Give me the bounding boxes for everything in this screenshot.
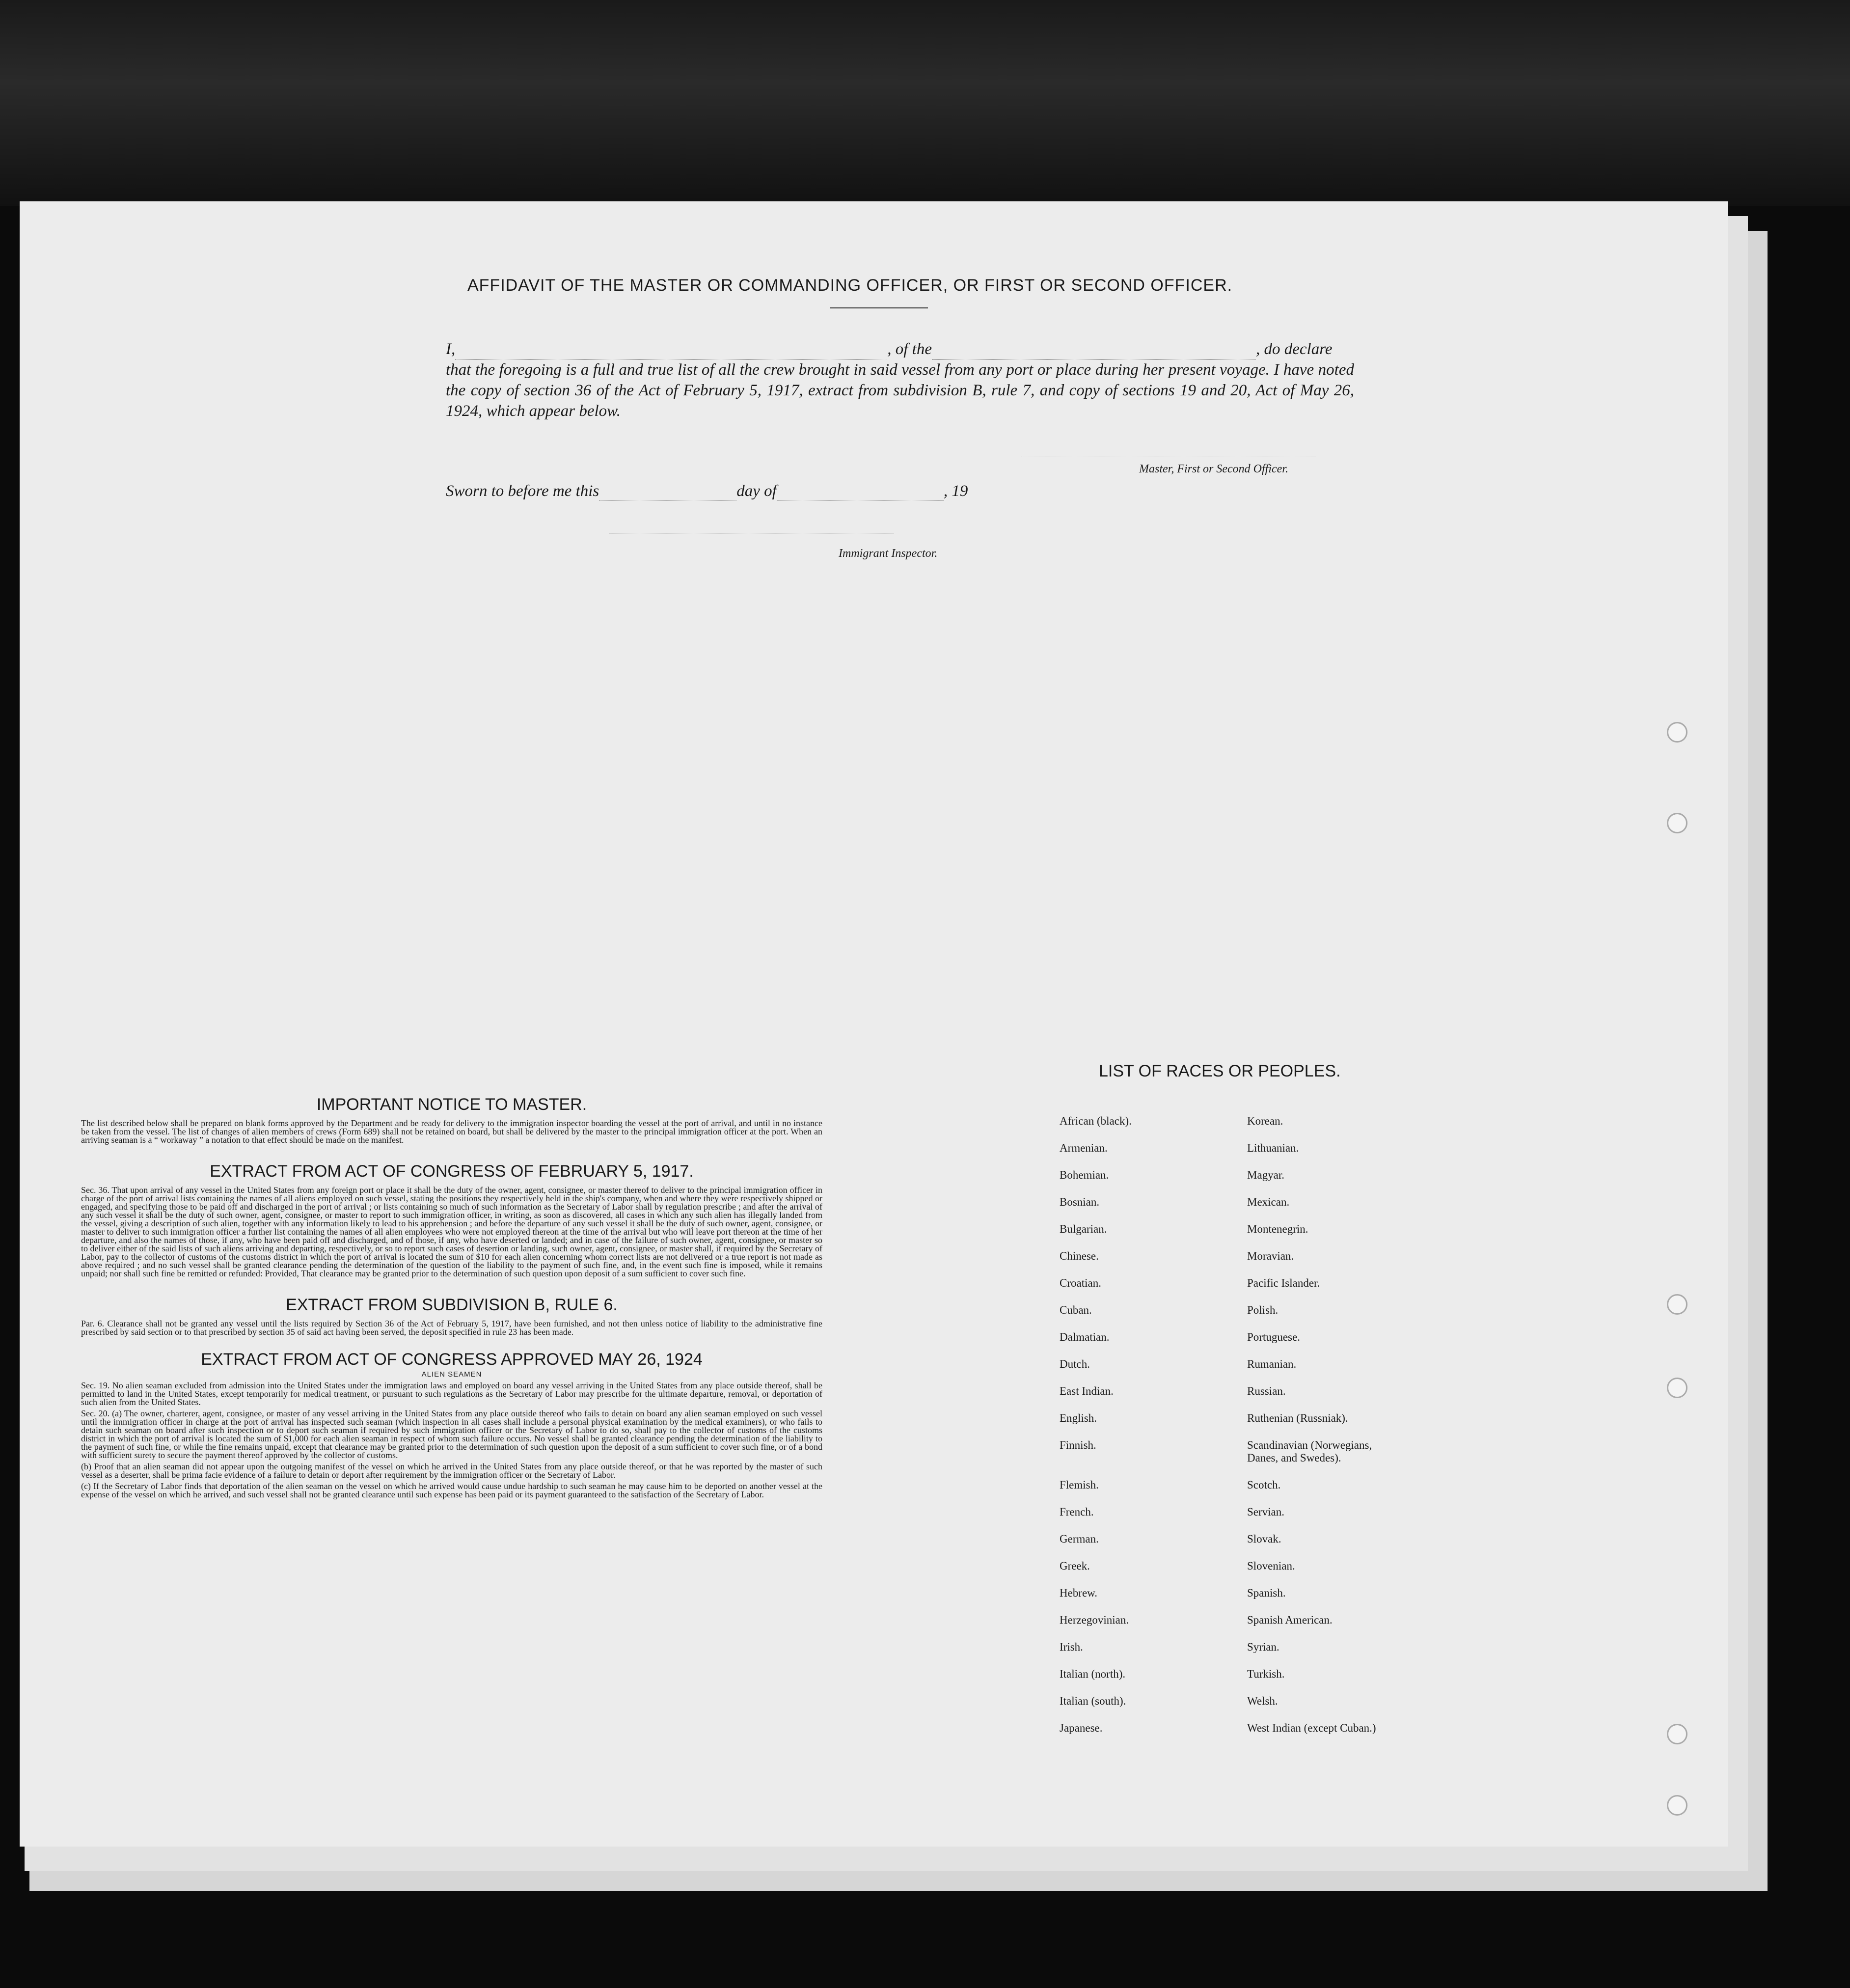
race-row bbox=[1060, 1277, 1442, 1290]
race-name: German. bbox=[1060, 1533, 1099, 1545]
race-name: English. bbox=[1060, 1412, 1097, 1424]
race-row bbox=[1060, 1196, 1442, 1209]
punch-hole bbox=[1667, 1724, 1687, 1744]
race-name: Armenian. bbox=[1060, 1142, 1108, 1154]
year-label: , 19 bbox=[943, 482, 968, 500]
race-row bbox=[1060, 1169, 1442, 1182]
punch-hole bbox=[1667, 1378, 1687, 1398]
signature-label: Master, First or Second Officer. bbox=[1139, 463, 1288, 475]
race-name: Slovak. bbox=[1247, 1533, 1281, 1545]
race-name: Rumanian. bbox=[1247, 1358, 1297, 1370]
race-name: West Indian (except Cuban.) bbox=[1247, 1722, 1376, 1734]
race-name: Finnish. bbox=[1060, 1439, 1096, 1451]
i-label: I, bbox=[446, 340, 456, 358]
race-row bbox=[1060, 1115, 1442, 1128]
race-name: Pacific Islander. bbox=[1247, 1277, 1320, 1289]
race-row bbox=[1060, 1722, 1442, 1735]
race-name: Japanese. bbox=[1060, 1722, 1103, 1734]
title-rule bbox=[830, 307, 928, 308]
race-row bbox=[1060, 1668, 1442, 1681]
race-row bbox=[1060, 1533, 1442, 1546]
race-name: Montenegrin. bbox=[1247, 1223, 1308, 1235]
punch-hole bbox=[1667, 1294, 1687, 1315]
race-name: Dutch. bbox=[1060, 1358, 1090, 1370]
document-page bbox=[20, 201, 1728, 1847]
races-heading: LIST OF RACES OR PEOPLES. bbox=[1099, 1062, 1341, 1080]
race-row bbox=[1060, 1223, 1442, 1236]
race-name: Magyar. bbox=[1247, 1169, 1285, 1181]
race-name: Spanish American. bbox=[1247, 1614, 1333, 1626]
extract-1917-heading: EXTRACT FROM ACT OF CONGRESS OF FEBRUARY 5, 1917. bbox=[210, 1162, 694, 1181]
inspector-label: Immigrant Inspector. bbox=[839, 547, 938, 560]
race-name: Moravian. bbox=[1247, 1250, 1294, 1262]
month-field[interactable] bbox=[777, 485, 944, 500]
day-field[interactable] bbox=[599, 485, 736, 500]
race-row bbox=[1060, 1587, 1442, 1600]
punch-hole bbox=[1667, 1795, 1687, 1816]
race-row bbox=[1060, 1479, 1442, 1491]
race-name: Chinese. bbox=[1060, 1250, 1099, 1262]
race-row bbox=[1060, 1506, 1442, 1519]
sec-19-text: Sec. 19. No alien seaman excluded from admission into the United States under the immigration laws and employed on board any vessel arriving in the United States from any place outside thereof, shall be permitted to land in the United States, except temporarily for medical treatment, or pursuant to such regulations as the Secretary of Labor may prescribe for the ultimate departure, removal, or deportation of such alien from the United States. bbox=[81, 1381, 822, 1407]
extract-1924-heading: EXTRACT FROM ACT OF CONGRESS APPROVED MAY 26, 1924 bbox=[201, 1350, 703, 1369]
race-row bbox=[1060, 1614, 1442, 1627]
race-name: Greek. bbox=[1060, 1560, 1090, 1572]
of-the-label: , of the bbox=[887, 340, 932, 358]
race-row bbox=[1060, 1641, 1442, 1654]
race-name: Bulgarian. bbox=[1060, 1223, 1107, 1235]
sec-20a-text: Sec. 20. (a) The owner, charterer, agent, consignee, or master of any vessel arriving in the United States from any place outside thereof who fails to detain on board any alien seaman employed on such vessel until the immigration officer in charge at the port of arrival has inspected such seaman (which inspection in all cases shall include a personal physical examination by the medical examiners), or who fails to detain such seaman on board after such inspection or to deport such seaman if required by such immigration officer or the Secretary of Labor to do so, shall pay to the collector of customs of the customs district in which the port of arrival is located the sum of $1,000 for each alien seaman in respect of whom such failure occurs. No vessel shall be granted clearance pending the determination of the liability to the payment of such fine, or while the fine remains unpaid, except that clearance may be granted prior to the determination of such question upon the deposit of a sum sufficient to cover such fine, or of a bond with sufficient surety to secure the payment thereof approved by the collector of customs. bbox=[81, 1408, 822, 1460]
race-name: Turkish. bbox=[1247, 1668, 1285, 1680]
declaration-fill-row bbox=[446, 339, 1354, 359]
race-name: Bosnian. bbox=[1060, 1196, 1100, 1208]
race-name: Spanish. bbox=[1247, 1587, 1286, 1599]
race-row bbox=[1060, 1358, 1442, 1371]
sec-20b-text: (b) Proof that an alien seaman did not appear upon the outgoing manifest of the vessel on which he arrived in the United States from any place outside thereof, or that he was reported by the master of such vessel as a deserter, shall be prima facie evidence of a failure to detain or deport after requirement by the immigration officer or the Secretary of Labor. bbox=[81, 1462, 822, 1480]
race-name: Flemish. bbox=[1060, 1479, 1099, 1491]
day-of-label: day of bbox=[736, 482, 777, 500]
do-declare-label: , do declare bbox=[1255, 340, 1333, 358]
race-name: Croatian. bbox=[1060, 1277, 1101, 1289]
race-name: Scandinavian (Norwegians, Danes, and Swedes). bbox=[1247, 1439, 1372, 1464]
race-name: Cuban. bbox=[1060, 1304, 1092, 1316]
punch-hole bbox=[1667, 813, 1687, 833]
race-row bbox=[1060, 1304, 1442, 1317]
race-name: Lithuanian. bbox=[1247, 1142, 1299, 1154]
sec-20c-text: (c) If the Secretary of Labor finds that deportation of the alien seaman on the vessel on which he arrived would cause undue hardship to such seaman he may cause him to be deported on another vessel at the expense of the vessel on which he arrived, and such vessel shall not be granted clearance until such expense has been paid or its payment guaranteed to the satisfaction of the Secretary of Labor. bbox=[81, 1481, 822, 1499]
scan-background bbox=[0, 0, 1850, 206]
race-row bbox=[1060, 1385, 1442, 1398]
punch-hole bbox=[1667, 722, 1687, 743]
extract-1917-text: Sec. 36. That upon arrival of any vessel in the United States from any foreign port or place it shall be the duty of the owner, agent, consignee, or master thereof to deliver to the principal immigration officer in charge of the port of arrival lists containing the names of all aliens employed on such vessel, stating the positions they respectively held in the ship's company, when and where they were respectively shipped or engaged, and specifying those to be paid off and discharged in the port of arrival ; or lists containing so much of such information as the Secretary of Labor shall by regulation prescribe ; and after the arrival of any such vessel it shall be the duty of such owner, agent, consignee, or master to report to such immigration officer, in writing, as soon as discovered, all cases in which any such alien has illegally landed from the vessel, giving a description of such alien, together with any information likely to lead to his apprehension ; and before the departure of any such vessel it shall be the duty of such owner, agent, consignee, or master to deliver to such immigration officer a further list containing the names of all alien employees who were not employed thereon at the time of the arrival but who will leave port thereon at the time of her departure, and also the names of those, if any, who have been paid off and discharged, and of those, if any, who have deserted or landed; and in case of the failure of such owner, agent, consignee, or master so to deliver either of the said lists of such aliens arriving and departing, respectively, or so to report such cases of desertion or landing, such owner, agent, consignee, or master shall, if required by the Secretary of Labor, pay to the collector of customs of the customs district in which the port of arrival is located the sum of $10 for each alien concerning whom correct lists are not delivered or a true report is not made as above required ; and no such vessel shall be granted clearance pending the determination of the question of the liability to the payment of such fine, and, in the event such fine is imposed, while it remains unpaid; nor shall such fine be remitted or refunded: Provided, That clearance may be granted prior to the determination of such question upon deposit of a sum sufficient to cover such fine. bbox=[81, 1185, 822, 1278]
vessel-field[interactable] bbox=[932, 344, 1256, 359]
race-row bbox=[1060, 1412, 1442, 1425]
race-name: Bohemian. bbox=[1060, 1169, 1109, 1181]
race-row bbox=[1060, 1439, 1442, 1464]
notice-heading: IMPORTANT NOTICE TO MASTER. bbox=[316, 1095, 587, 1114]
race-name: Russian. bbox=[1247, 1385, 1286, 1397]
race-name: Italian (south). bbox=[1060, 1695, 1126, 1707]
race-name: Herzegovinian. bbox=[1060, 1614, 1129, 1626]
race-name: African (black). bbox=[1060, 1115, 1132, 1127]
sworn-row bbox=[446, 482, 968, 500]
legal-notices bbox=[81, 1095, 822, 1502]
race-name: Welsh. bbox=[1247, 1695, 1278, 1707]
race-row bbox=[1060, 1250, 1442, 1263]
race-name: Syrian. bbox=[1247, 1641, 1279, 1653]
race-name: Mexican. bbox=[1247, 1196, 1290, 1208]
notice-text: The list described below shall be prepared on blank forms approved by the Department and be ready for delivery to the immigration inspector boarding the vessel at the port of arrival, and until in no instance be taken from the vessel. The list of changes of alien members of crews (Form 689) shall not be retained on board, but shall be delivered by the master to the principal immigration officer at the port. When an arriving seaman is a “ workaway ” a notation to that effect should be made on the manifest. bbox=[81, 1118, 822, 1145]
affidavit-title: AFFIDAVIT OF THE MASTER OR COMMANDING OFFICER, OR FIRST OR SECOND OFFICER. bbox=[467, 276, 1233, 295]
race-name: East Indian. bbox=[1060, 1385, 1114, 1397]
extract-rule6-text: Par. 6. Clearance shall not be granted any vessel until the lists required by Section 36 of the Act of February 5, 1917, have been furnished, and not then unless notice of liability to the administrative fine prescribed by said section or to that prescribed by section 35 of said act having been served, the deposit specified in rule 23 has been made. bbox=[81, 1319, 822, 1337]
race-row bbox=[1060, 1695, 1442, 1708]
extract-1924-subheading: ALIEN SEAMEN bbox=[421, 1370, 482, 1379]
race-row bbox=[1060, 1560, 1442, 1573]
race-name: French. bbox=[1060, 1506, 1094, 1518]
race-name: Korean. bbox=[1247, 1115, 1283, 1127]
declaration bbox=[446, 339, 1354, 421]
race-name: Portuguese. bbox=[1247, 1331, 1300, 1343]
race-row bbox=[1060, 1331, 1442, 1344]
race-name: Hebrew. bbox=[1060, 1587, 1098, 1599]
declaration-statement: that the foregoing is a full and true list of all the crew brought in said vessel from any port or place during her present voyage. I have noted the copy of section 36 of the Act of February 5, 1917, extract from subdivision B, rule 7, and copy of sections 19 and 20, Act of May 26, 1924, which appear below. bbox=[446, 361, 1354, 420]
race-name: Servian. bbox=[1247, 1506, 1285, 1518]
extract-rule6-heading: EXTRACT FROM SUBDIVISION B, RULE 6. bbox=[286, 1296, 618, 1314]
race-name: Italian (north). bbox=[1060, 1668, 1126, 1680]
race-name: Irish. bbox=[1060, 1641, 1083, 1653]
races-list bbox=[1060, 1115, 1442, 1749]
sworn-label: Sworn to before me this bbox=[446, 482, 599, 500]
race-row bbox=[1060, 1142, 1442, 1155]
race-name: Scotch. bbox=[1247, 1479, 1281, 1491]
race-name: Dalmatian. bbox=[1060, 1331, 1110, 1343]
race-name: Ruthenian (Russniak). bbox=[1247, 1412, 1348, 1424]
race-name: Polish. bbox=[1247, 1304, 1279, 1316]
race-name: Slovenian. bbox=[1247, 1560, 1295, 1572]
name-field[interactable] bbox=[455, 344, 887, 359]
